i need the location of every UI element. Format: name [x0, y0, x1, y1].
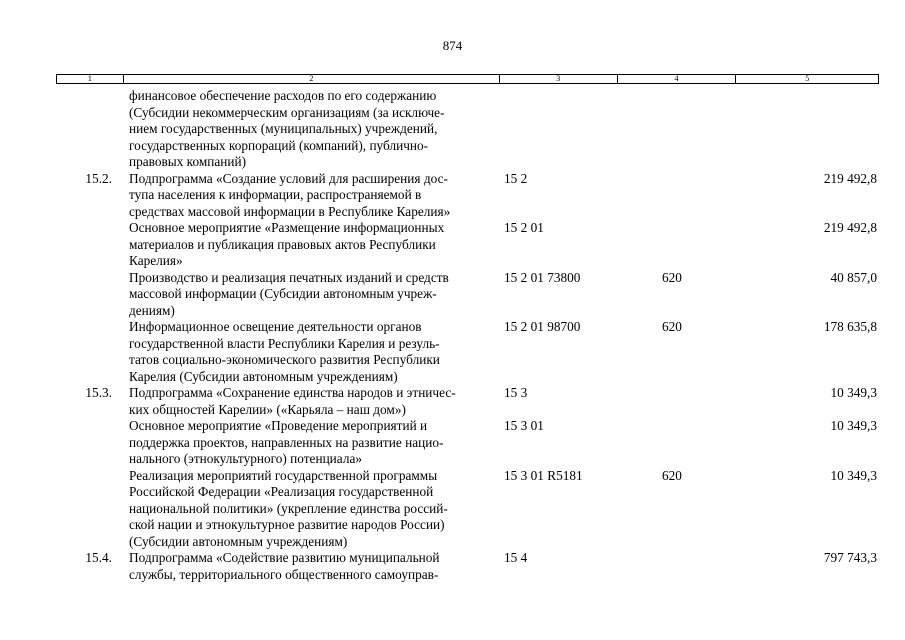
description-line: материалов и публикация правовых актов Республики	[129, 236, 436, 252]
row-description	[127, 468, 504, 551]
row-code: 15 2 01	[504, 220, 544, 235]
description-line: Карелия (Субсидии автономным учреждениям)	[129, 368, 398, 384]
row-code: 15 3 01 R5181	[504, 467, 583, 483]
description-line: финансовое обеспечение расходов по его содержанию	[129, 88, 437, 103]
row-number: 15.2.	[85, 170, 112, 186]
row-code: 15 2	[504, 170, 528, 186]
description-line: средствах массовой информации в Республике Карелия»	[129, 203, 451, 219]
page-number: 874	[442, 38, 463, 53]
description-line: Карелия»	[129, 253, 183, 268]
row-number: 15.4.	[85, 550, 112, 565]
row-type: 620	[662, 319, 682, 334]
description-line: службы, территориального общественного самоуправ-	[129, 566, 439, 582]
row-code: 15 2 01 73800	[504, 269, 581, 285]
row-code: 15 4	[504, 550, 528, 565]
description-line: государственных корпораций (компаний), публично-	[129, 137, 429, 153]
table-row	[56, 270, 879, 320]
table-body	[56, 88, 879, 583]
row-code: 15 3	[504, 385, 528, 400]
description-line: ких общностей Карелии» («Карьяла – наш дом»)	[129, 401, 406, 417]
description-line: Подпрограмма «Сохранение единства народов и этничес-	[129, 385, 456, 400]
description-line: Информационное освещение деятельности органов	[129, 319, 422, 334]
row-amount: 219 492,8	[823, 220, 877, 235]
column-header-5: 5	[805, 74, 810, 83]
description-line: Реализация мероприятий государственной программы	[129, 467, 438, 483]
description-line: поддержка проектов, направленных на развитие нацио-	[129, 434, 444, 450]
description-line: Российской Федерации «Реализация государственной	[129, 484, 434, 499]
description-line: массовой информации (Субсидии автономным учреж-	[129, 286, 437, 301]
description-line: (Субсидии автономным учреждениям)	[129, 533, 348, 549]
description-line: нального (этнокультурного) потенциала»	[129, 451, 363, 466]
row-amount: 10 349,3	[830, 385, 877, 400]
row-number: 15.3.	[85, 385, 112, 400]
table-row	[56, 550, 879, 583]
description-line: Подпрограмма «Создание условий для расширения дос-	[129, 170, 448, 186]
description-line: Основное мероприятие «Проведение мероприятий и	[129, 418, 428, 433]
description-line: тупа населения к информации, распространяемой в	[129, 187, 422, 202]
description-line: правовых компаний)	[129, 154, 247, 169]
row-code: 15 3 01	[504, 418, 544, 433]
description-line: Основное мероприятие «Размещение информационных	[129, 220, 445, 235]
description-line: Подпрограмма «Содействие развитию муниципальной	[129, 550, 440, 565]
table-header	[56, 74, 879, 84]
row-description	[127, 550, 504, 583]
row-description	[127, 88, 504, 171]
description-line: нием государственных (муниципальных) учреждений,	[129, 121, 438, 136]
row-type: 620	[662, 269, 682, 285]
table-row	[56, 319, 879, 385]
row-description	[127, 171, 504, 221]
row-description	[127, 270, 504, 320]
row-code: 15 2 01 98700	[504, 319, 581, 334]
row-amount: 10 349,3	[830, 467, 877, 483]
row-amount: 219 492,8	[823, 170, 877, 186]
row-description	[127, 319, 504, 385]
row-amount: 10 349,3	[830, 418, 877, 433]
row-description	[127, 220, 504, 270]
description-line: ской нации и этнокультурное развитие народов России)	[129, 517, 445, 532]
table-row	[56, 385, 879, 418]
column-header-2: 2	[124, 75, 500, 83]
column-header-3: 3	[500, 75, 618, 83]
table-row	[56, 88, 879, 171]
description-line: дениям)	[129, 302, 175, 318]
description-line: татов социально-экономического развития Республики	[129, 352, 440, 367]
description-line: Производство и реализация печатных изданий и средств	[129, 269, 449, 285]
description-line: (Субсидии некоммерческим организациям (за исключе-	[129, 104, 445, 120]
table-row	[56, 171, 879, 221]
column-header-1: 1	[57, 75, 124, 83]
table-row	[56, 468, 879, 551]
row-type: 620	[662, 467, 682, 483]
column-header-4: 4	[618, 75, 737, 83]
row-amount: 797 743,3	[823, 550, 877, 565]
description-line: национальной политики» (укрепление единства россий-	[129, 500, 448, 516]
description-line: государственной власти Республики Карелия и резуль-	[129, 335, 440, 351]
row-amount: 40 857,0	[830, 269, 877, 285]
row-description	[127, 418, 504, 468]
table-row	[56, 418, 879, 468]
row-description	[127, 385, 504, 418]
row-amount: 178 635,8	[823, 319, 877, 334]
table-row	[56, 220, 879, 270]
